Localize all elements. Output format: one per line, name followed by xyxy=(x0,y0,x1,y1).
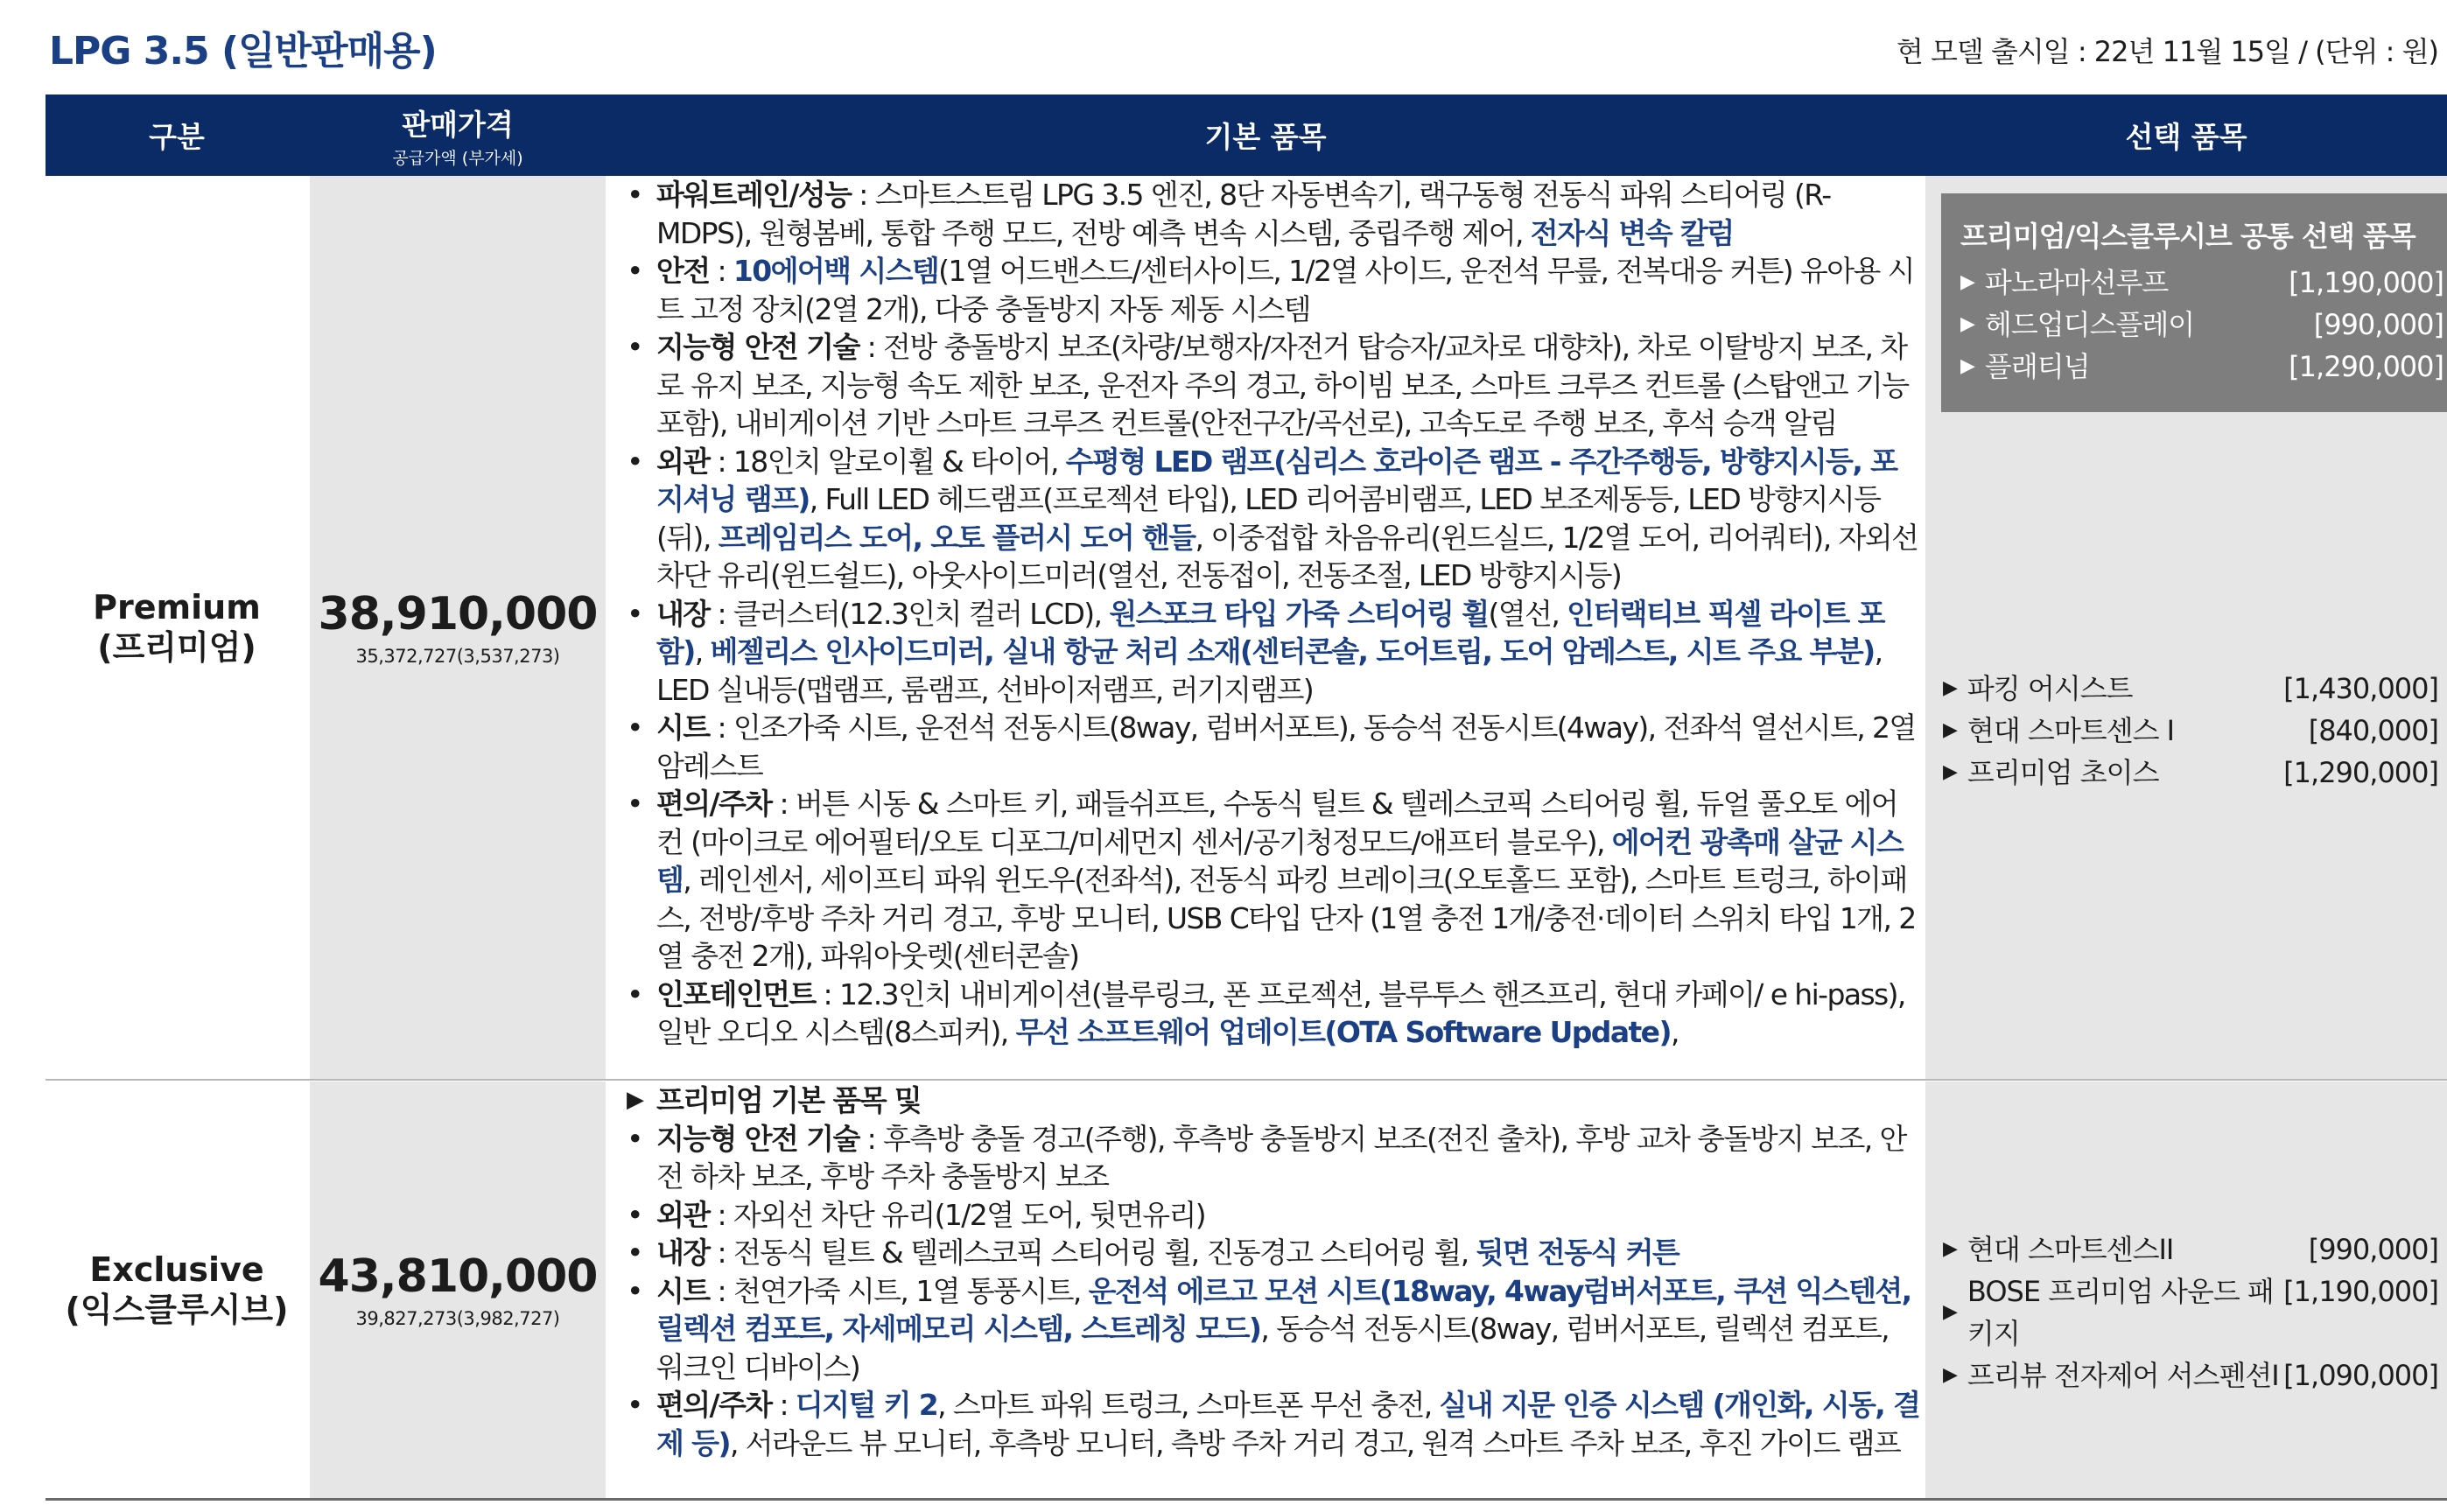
triangle-bullet-icon: ▶ xyxy=(1943,719,1957,741)
feature-category: 외관 xyxy=(656,444,710,479)
feature-item: • 시트 : 천연가죽 시트, 1열 통풍시트, 운전석 에르고 모션 시트(18way, 4way럼버서포트, 쿠션 익스텐션, 릴렉션 컴포트, 자세메모리 시스템, 스트레칭 모드), 동승석 전동시트(8way, 럼버서포트, 릴렉션 컴포트, 워크인 디바이스) xyxy=(627,1273,1911,1384)
triangle-bullet-icon: ▶ xyxy=(1943,1364,1957,1386)
common-options-title: 프리미엄/익스클루시브 공통 선택 품목 xyxy=(1960,220,2415,253)
table-row-exclusive xyxy=(46,1082,2447,1498)
feature-item: • 안전 : 10에어백 시스템(1열 어드밴스드/센터사이드, 1/2열 사이드, 운전석 무릎, 전복대응 커튼) 유아용 시트 고정 장치(2열 2개), 다중 충돌방지 자동 제동 시스템 xyxy=(627,254,1914,326)
feature-list xyxy=(625,1082,1920,1462)
option-price: [840,000] xyxy=(2308,714,2438,747)
feature-item: • 파워트레인/성능 : 스마트스트림 LPG 3.5 엔진, 8단 자동변속기, 랙구동형 전동식 파워 스티어링 (R-MDPS), 원형봄베, 통합 주행 모드, 전방 예측 변속 시스템, 중립주행 제어, 전자식 변속 칼럼 xyxy=(627,178,1831,250)
feature-item: • 내장 : 전동식 틸트 & 텔레스코픽 스티어링 휠, 진동경고 스티어링 휠, 뒷면 전동식 커튼 xyxy=(625,1234,1920,1272)
table-row-premium xyxy=(46,176,2447,1079)
feature-category: 시트 xyxy=(656,1273,710,1308)
feature-list xyxy=(625,176,1920,1052)
feature-item: • 지능형 안전 기술 : 후측방 충돌 경고(주행), 후측방 충돌방지 보조(전진 출차), 후방 교차 충돌방지 보조, 안전 하차 보조, 후방 주차 충돌방지 보조 xyxy=(627,1121,1906,1194)
feature-category: 내장 xyxy=(656,596,710,631)
option-name: 파킹 어시스트 xyxy=(1967,672,2133,705)
triangle-bullet-icon: ▶ xyxy=(1960,313,1974,335)
option-price: [1,290,000] xyxy=(2289,350,2443,383)
header-basic xyxy=(607,94,1924,176)
triangle-bullet-icon: ▶ xyxy=(1943,677,1957,699)
option-list xyxy=(1943,668,2438,794)
header-price-sub: 공급가액 (부가세) xyxy=(392,148,523,168)
trim-cell xyxy=(46,176,308,1079)
option-item xyxy=(1943,1228,2438,1270)
option-name: 플래티넘 xyxy=(1984,350,2090,383)
feature-item: ▶ 프리미엄 기본 품목 및 xyxy=(625,1082,1920,1120)
bullet-icon: • xyxy=(627,178,642,212)
trim-price-sub: 35,372,727(3,537,273) xyxy=(355,646,560,667)
bullet-icon: • xyxy=(627,1197,642,1232)
feature-category: 인포테인먼트 xyxy=(656,976,816,1012)
table-bottom-border xyxy=(46,1498,2447,1501)
options-cell xyxy=(1925,176,2447,1079)
option-price: [1,290,000] xyxy=(2283,756,2438,789)
bullet-icon: • xyxy=(627,596,642,631)
bullet-icon: • xyxy=(627,1121,642,1156)
basic-features-cell xyxy=(607,176,1924,1079)
feature-category: 지능형 안전 기술 xyxy=(656,1121,859,1156)
feature-item: • 외관 : 18인치 알로이휠 & 타이어, 수평형 LED 램프(심리스 호라이즌 램프 - 주간주행등, 방향지시등, 포지셔닝 램프), Full LED 헤드램프(프로젝션 타입), LED 리어콤비램프, LED 보조제동등, LED 방향지시등(뒤), 프레임리스 도어, 오토 플러시 도어 핸들, 이중접합 차음유리(윈드실드, 1/2열 도어, 리어쿼터), 자외선 차단 유리(윈드쉴드), 아웃사이드미러(열선, 전동접이, 전동조절, LED 방향지시등) xyxy=(627,444,1918,592)
header-category xyxy=(46,94,308,176)
option-item xyxy=(1960,262,2443,304)
option-price: [1,190,000] xyxy=(2283,1275,2438,1308)
feature-category: 시트 xyxy=(656,710,710,745)
table-header xyxy=(46,94,2447,176)
option-name: 현대 스마트센스 I xyxy=(1967,714,2175,747)
triangle-bullet-icon: ▶ xyxy=(1960,355,1974,377)
triangle-bullet-icon: ▶ xyxy=(1960,271,1974,293)
option-item xyxy=(1943,1354,2438,1396)
option-price: [1,190,000] xyxy=(2289,266,2443,299)
bullet-icon: • xyxy=(627,1388,642,1422)
option-price: [1,430,000] xyxy=(2283,672,2438,705)
option-name: 현대 스마트센스II xyxy=(1967,1233,2174,1266)
feature-category: 파워트레인/성능 xyxy=(656,178,852,212)
feature-item: • 시트 : 인조가죽 시트, 운전석 전동시트(8way, 럼버서포트), 동승석 전동시트(4way), 전좌석 열선시트, 2열 암레스트 xyxy=(627,710,1916,783)
bullet-icon: • xyxy=(627,787,642,821)
row-divider xyxy=(46,1079,2447,1081)
price-cell xyxy=(310,176,606,1079)
feature-category: 편의/주차 xyxy=(656,787,772,821)
bullet-icon: • xyxy=(627,1236,642,1270)
feature-category: 내장 xyxy=(656,1236,710,1270)
bullet-icon: • xyxy=(627,254,642,288)
bullet-icon: • xyxy=(627,976,642,1012)
price-cell xyxy=(310,1082,606,1498)
bullet-icon: • xyxy=(627,444,642,479)
trim-name: Premium xyxy=(93,588,261,626)
header-price-label: 판매가격 xyxy=(402,107,514,142)
header-category-label: 구분 xyxy=(149,120,205,154)
option-item xyxy=(1943,668,2438,710)
header-price xyxy=(310,94,606,176)
trim-price: 38,910,000 xyxy=(318,588,598,640)
feature-item: • 외관 : 자외선 차단 유리(1/2열 도어, 뒷면유리) xyxy=(625,1196,1920,1235)
triangle-bullet-icon: ▶ xyxy=(1943,761,1957,783)
feature-item: • 편의/주차 : 디지털 키 2, 스마트 파워 트렁크, 스마트폰 무선 충전, 실내 지문 인증 시스템 (개인화, 시동, 결제 등), 서라운드 뷰 모니터, 후측방 모니터, 측방 주차 거리 경고, 원격 스마트 주차 보조, 후진 가이드 램프 xyxy=(627,1388,1920,1460)
option-item xyxy=(1943,710,2438,752)
option-item xyxy=(1960,346,2443,388)
trim-name-kr: (프리미엄) xyxy=(97,628,256,667)
option-name: 파노라마선루프 xyxy=(1984,266,2169,299)
bullet-icon: • xyxy=(627,710,642,745)
trim-name-kr: (익스클루시브) xyxy=(65,1291,289,1329)
triangle-bullet-icon: ▶ xyxy=(627,1087,643,1113)
feature-category: 지능형 안전 기술 xyxy=(656,330,859,364)
option-name: 헤드업디스플레이 xyxy=(1984,308,2195,341)
bullet-icon: • xyxy=(627,330,642,364)
common-options-box xyxy=(1941,193,2447,412)
option-price: [990,000] xyxy=(2308,1233,2438,1266)
trim-name: Exclusive xyxy=(89,1250,264,1289)
trim-cell xyxy=(46,1082,308,1498)
feature-item: • 내장 : 클러스터(12.3인치 컬러 LCD), 원스포크 타입 가죽 스티어링 휠(열선, 인터랙티브 픽셀 라이트 포함), 베젤리스 인사이드미러, 실내 항균 처리 소재(센터콘솔, 도어트림, 도어 암레스트, 시트 주요 부분), LED 실내등(맵램프, 룸램프, 선바이저램프, 러기지램프) xyxy=(627,596,1884,707)
feature-item: • 편의/주차 : 버튼 시동 & 스마트 키, 패들쉬프트, 수동식 틸트 & 텔레스코픽 스티어링 휠, 듀얼 풀오토 에어컨 (마이크로 에어필터/오토 디포그/미세먼지 센서/공기청정모드/애프터 블로우), 에어컨 광촉매 살균 시스템, 레인센서, 세이프티 파워 윈도우(전좌석), 전동식 파킹 브레이크(오토홀드 포함), 스마트 트렁크, 하이패스, 전방/후방 주차 거리 경고, 후방 모니터, USB C타입 단자 (1열 충전 1개/충전·데이터 스위치 타입 1개, 2열 충전 2개), 파워아웃렛(센터콘솔) xyxy=(627,787,1916,973)
option-name: 프리뷰 전자제어 서스펜션I xyxy=(1967,1359,2279,1392)
header-options-label: 선택 품목 xyxy=(2125,120,2247,154)
option-list xyxy=(1943,1228,2438,1396)
trim-price-sub: 39,827,273(3,982,727) xyxy=(355,1308,560,1329)
header-options xyxy=(1925,94,2447,176)
common-options-list xyxy=(1960,262,2443,388)
option-item xyxy=(1960,304,2443,346)
header-basic-label: 기본 품목 xyxy=(1204,120,1327,154)
option-item xyxy=(1943,752,2438,794)
option-name: 프리미엄 초이스 xyxy=(1967,756,2159,789)
triangle-bullet-icon: ▶ xyxy=(1943,1238,1957,1260)
feature-item: • 지능형 안전 기술 : 전방 충돌방지 보조(차량/보행자/자전거 탑승자/교차로 대향차), 차로 이탈방지 보조, 차로 유지 보조, 지능형 속도 제한 보조, 운전자 주의 경고, 하이빔 보조, 스마트 크루즈 컨트롤 (스탑앤고 기능 포함), 내비게이션 기반 스마트 크루즈 컨트롤(안전구간/곡선로), 고속도로 주행 보조, 후석 승객 알림 xyxy=(627,330,1909,440)
bullet-icon: • xyxy=(627,1273,642,1308)
feature-category: 안전 xyxy=(656,254,710,288)
page-title: LPG 3.5 (일반판매용) xyxy=(49,29,437,74)
feature-category: 외관 xyxy=(656,1197,710,1232)
option-price: [990,000] xyxy=(2313,308,2443,341)
basic-features-cell xyxy=(607,1082,1924,1498)
feature-item: • 인포테인먼트 : 12.3인치 내비게이션(블루링크, 폰 프로젝션, 블루투스 핸즈프리, 현대 카페이/ e hi-pass), 일반 오디오 시스템(8스피커), 무선 소프트웨어 업데이트(OTA Software Update), xyxy=(627,976,1905,1049)
feature-category: 편의/주차 xyxy=(656,1388,772,1422)
option-name: BOSE 프리미엄 사운드 패키지 xyxy=(1967,1275,2274,1350)
triangle-bullet-icon: ▶ xyxy=(1943,1301,1957,1323)
option-price: [1,090,000] xyxy=(2283,1359,2438,1392)
trim-price: 43,810,000 xyxy=(318,1250,598,1303)
option-item xyxy=(1943,1270,2438,1354)
options-cell xyxy=(1925,1082,2447,1498)
release-date-unit: 현 모델 출시일 : 22년 11월 15일 / (단위 : 원) xyxy=(1896,35,2438,68)
